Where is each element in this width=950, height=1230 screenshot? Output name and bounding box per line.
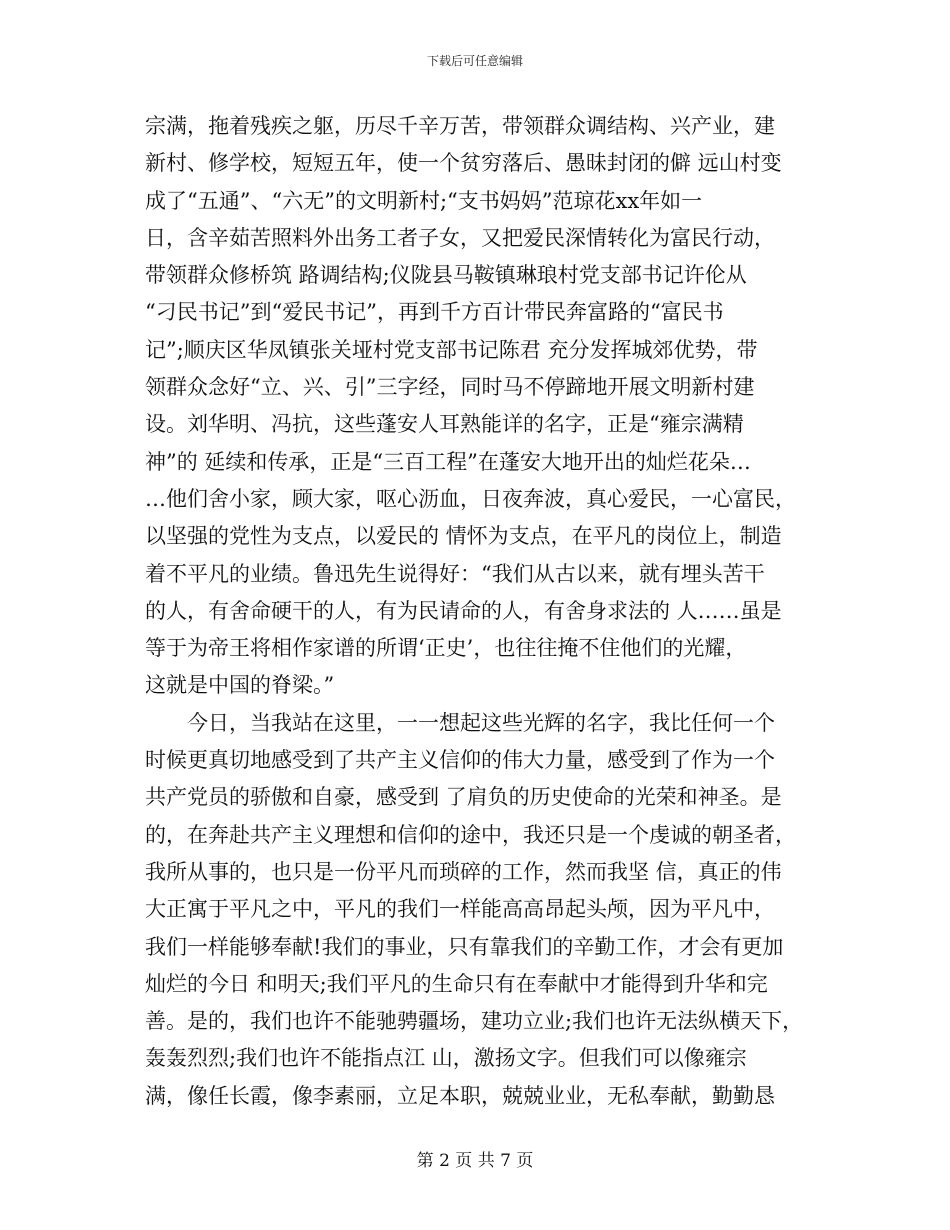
text-line: 轰轰烈烈;我们也许不能指点江 山，激扬文字。但我们可以像雍宗 (145, 1046, 747, 1071)
text-line: 宗满，拖着残疾之躯，历尽千辛万苦，带领群众调结构、兴产业，建 (145, 114, 775, 138)
text-line: 善。是的，我们也许不能驰骋疆场，建功立业;我们也许无法纵横天下， (145, 1009, 804, 1034)
page-footer: 第 2 页 共 7 页 (416, 1151, 534, 1171)
text-line: 以坚强的党性为支点，以爱民的 情怀为支点，在平凡的岗位上，制造 (145, 524, 782, 549)
text-line: 成了“五通”、“六无”的文明新村;“支书妈妈”范琼花xx年如一 (145, 188, 703, 213)
text-line: 记”;顺庆区华凤镇张关垭村党支部书记陈君 充分发挥城郊优势，带 (145, 337, 758, 362)
text-line: 的人，有舍命硬干的人，有为民请命的人，有舍身求法的 人……虽是 (145, 598, 782, 623)
text-line: 设。刘华明、冯抗，这些蓬安人耳熟能详的名字，正是“雍宗满精 (145, 412, 744, 437)
text-line: 神”的 延续和传承，正是“三百工程”在蓬安大地开出的灿烂花朵… (145, 449, 751, 474)
text-line: 日，含辛茹苦照料外出务工者子女，又把爱民深情转化为富民行动， (145, 225, 775, 250)
text-line: 灿烂的今日 和明天;我们平凡的生命只有在奉献中才能得到升华和完 (145, 971, 768, 996)
text-line: 等于为帝王将相作家谱的所谓‘正史’，也往往掩不住他们的光耀， (145, 636, 747, 661)
text-line: 带领群众修桥筑 路调结构;仪陇县马鞍镇琳琅村党支部书记许伦从 (145, 263, 747, 288)
text-line: …他们舍小家，顾大家，呕心沥血，日夜奔波，真心爱民，一心富民， (145, 486, 796, 511)
page-header: 下载后可任意编辑 (426, 54, 523, 68)
text-line: 大正寓于平凡之中，平凡的我们一样能高高昂起头颅，因为平凡中， (145, 897, 775, 922)
body-text (145, 108, 825, 1115)
text-line: 的，在奔赴共产主义理想和信仰的途中，我还只是一个虔诚的朝圣者， (145, 822, 796, 847)
text-line: 着不平凡的业绩。鲁迅先生说得好：“我们从古以来，就有埋头苦干 (145, 561, 765, 586)
text-line: 共产党员的骄傲和自豪，感受到 了肩负的历史使命的光荣和神圣。是 (145, 785, 782, 810)
text-line: 这就是中国的脊梁。” (145, 673, 335, 698)
text-line: 今日，当我站在这里，一一想起这些光辉的名字，我比任何一个 (145, 710, 775, 735)
text-line: 领群众念好“立、兴、引”三字经，同时马不停蹄地开展文明新村建 (145, 375, 755, 400)
text-line: 新村、修学校，短短五年，使一个贫穷落后、愚昧封闭的僻 远山村变 (145, 151, 782, 176)
text-line: 满，像任长霞，像李素丽，立足本职，兢兢业业，无私奉献，勤勤恳 (145, 1083, 775, 1108)
text-line: 我们一样能够奉献!我们的事业，只有靠我们的辛勤工作，才会有更加 (145, 934, 784, 959)
text-line: 时候更真切地感受到了共产主义信仰的伟大力量，感受到了作为一个 (145, 748, 775, 773)
text-line: “刁民书记”到“爱民书记”，再到千方百计带民奔富路的“富民书 (145, 300, 724, 325)
text-line: 我所从事的，也只是一份平凡而琐碎的工作，然而我坚 信，真正的伟 (145, 859, 782, 884)
